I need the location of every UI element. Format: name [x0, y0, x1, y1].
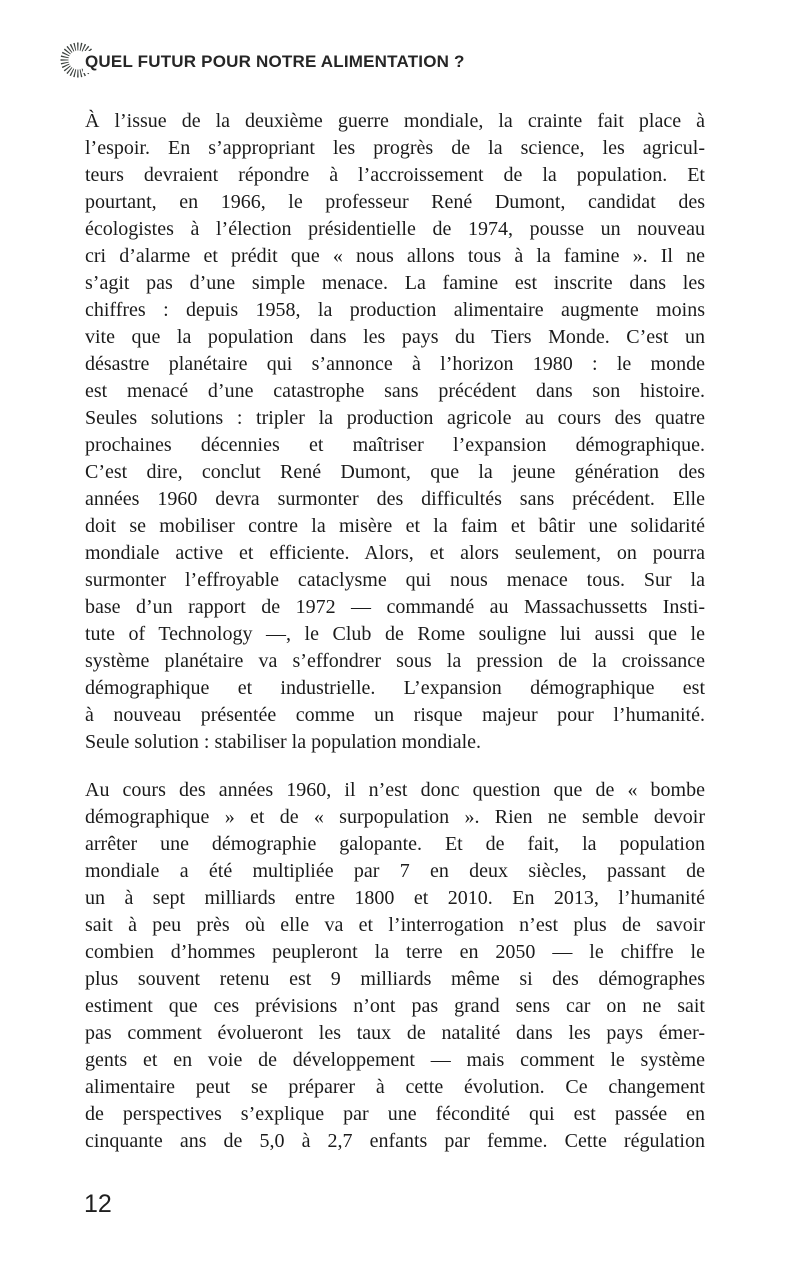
- text-line: démographique et industrielle. L’expansion démographique est: [85, 677, 705, 699]
- text-line: teurs devraient répondre à l’accroissement de la population. Et: [85, 164, 705, 186]
- text-line: un à sept milliards entre 1800 et 2010. En 2013, l’humanité: [85, 887, 705, 909]
- text-line: de perspectives s’explique par une fécondité qui est passée en: [85, 1103, 705, 1125]
- text-line: sait à peu près où elle va et l’interrogation n’est plus de savoir: [85, 914, 705, 936]
- text-line: alimentaire peut se préparer à cette évolution. Ce changement: [85, 1076, 705, 1098]
- text-line: prochaines décennies et maîtriser l’expansion démographique.: [85, 434, 705, 456]
- text-line: s’agit pas d’une simple menace. La famine est inscrite dans les: [85, 272, 705, 294]
- text-line: désastre planétaire qui s’annonce à l’horizon 1980 : le monde: [85, 353, 705, 375]
- page-header: [0, 0, 800, 95]
- text-line: pourtant, en 1966, le professeur René Dumont, candidat des: [85, 191, 705, 213]
- text-line: écologistes à l’élection présidentielle de 1974, pousse un nouveau: [85, 218, 705, 240]
- text-line: À l’issue de la deuxième guerre mondiale, la crainte fait place à: [85, 110, 705, 132]
- text-line: est menacé d’une catastrophe sans précédent dans son histoire.: [85, 380, 705, 402]
- text-line: Seule solution : stabiliser la population mondiale.: [85, 731, 482, 753]
- text-line: chiffres : depuis 1958, la production alimentaire augmente moins: [85, 299, 705, 321]
- text-line: cinquante ans de 5,0 à 2,7 enfants par femme. Cette régulation: [85, 1130, 705, 1152]
- text-line: doit se mobiliser contre la misère et la faim et bâtir une solidarité: [85, 515, 705, 537]
- text-line: estiment que ces prévisions n’ont pas grand sens car on ne sait: [85, 995, 705, 1017]
- text-line: tute of Technology —, le Club de Rome souligne lui aussi que le: [85, 623, 705, 645]
- text-line: système planétaire va s’effondrer sous la pression de la croissance: [85, 650, 705, 672]
- paragraph: [85, 108, 705, 756]
- text-line: surmonter l’effroyable cataclysme qui nous menace tous. Sur la: [85, 569, 705, 591]
- text-line: pas comment évolueront les taux de natalité dans les pays émer-: [85, 1022, 705, 1044]
- text-line: base d’un rapport de 1972 — commandé au Massachussetts Insti-: [85, 596, 705, 618]
- paragraph: [85, 777, 705, 1155]
- text-line: mondiale active et efficiente. Alors, et alors seulement, on pourra: [85, 542, 705, 564]
- text-line: plus souvent retenu est 9 milliards même si des démographes: [85, 968, 705, 990]
- text-line: années 1960 devra surmonter des difficultés sans précédent. Elle: [85, 488, 705, 510]
- text-line: C’est dire, conclut René Dumont, que la jeune génération des: [85, 461, 705, 483]
- text-line: l’espoir. En s’appropriant les progrès de la science, les agricul-: [85, 137, 705, 159]
- page-number: 12: [84, 1190, 112, 1218]
- text-line: vite que la population dans les pays du Tiers Monde. C’est un: [85, 326, 705, 348]
- text-line: démographique » et de « surpopulation ». Rien ne semble devoir: [85, 806, 705, 828]
- text-line: à nouveau présentée comme un risque majeur pour l’humanité.: [85, 704, 705, 726]
- text-line: gents et en voie de développement — mais comment le système: [85, 1049, 705, 1071]
- body-text: [85, 108, 705, 1155]
- page-title: QUEL FUTUR POUR NOTRE ALIMENTATION ?: [83, 51, 468, 73]
- text-line: mondiale a été multipliée par 7 en deux siècles, passant de: [85, 860, 705, 882]
- text-line: Seules solutions : tripler la production agricole au cours des quatre: [85, 407, 705, 429]
- text-line: combien d’hommes peupleront la terre en 2050 — le chiffre le: [85, 941, 705, 963]
- text-line: arrêter une démographie galopante. Et de fait, la population: [85, 833, 705, 855]
- text-line: Au cours des années 1960, il n’est donc question que de « bombe: [85, 779, 705, 801]
- text-line: cri d’alarme et prédit que « nous allons tous à la famine ». Il ne: [85, 245, 705, 267]
